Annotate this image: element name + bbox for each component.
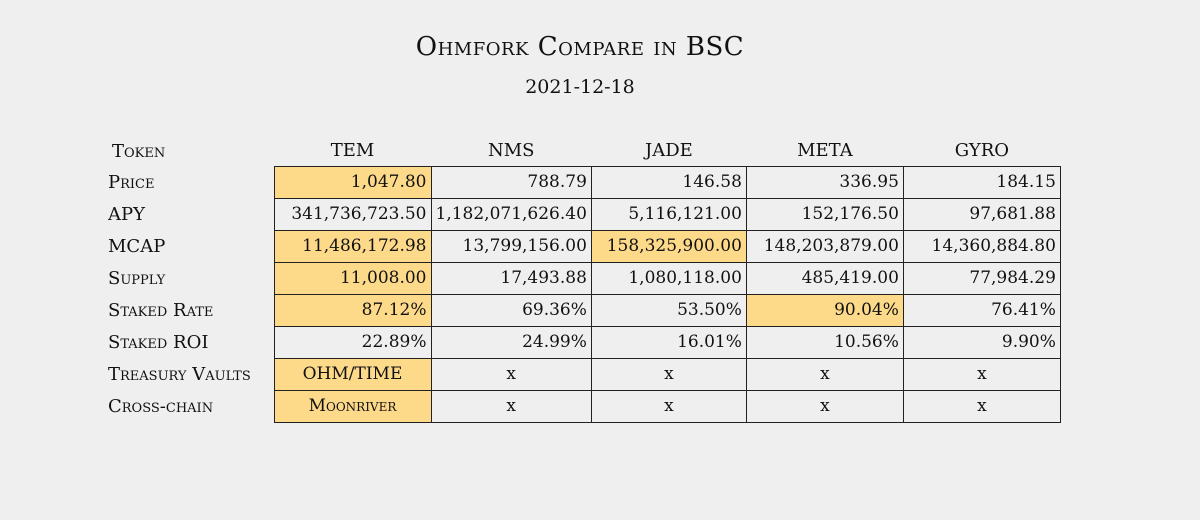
row-label: Staked ROI xyxy=(108,331,209,353)
header-row xyxy=(108,136,1060,166)
table-row xyxy=(108,390,1060,422)
row-label: Supply xyxy=(108,267,166,289)
table-cell: 788.79 xyxy=(431,166,591,198)
table-cell: 90.04% xyxy=(746,294,903,326)
table-row xyxy=(108,166,1060,198)
table-cell: 16.01% xyxy=(591,326,746,358)
row-label: Price xyxy=(108,171,155,193)
chart-date: 2021-12-18 xyxy=(525,76,635,98)
table-cell: x xyxy=(431,390,591,422)
table-cell: 148,203,879.00 xyxy=(746,230,903,262)
table-row xyxy=(108,198,1060,230)
table-cell: 11,486,172.98 xyxy=(274,230,431,262)
table-body xyxy=(108,166,1060,422)
table-cell: 14,360,884.80 xyxy=(903,230,1060,262)
table-cell: 1,047.80 xyxy=(274,166,431,198)
table-cell: 336.95 xyxy=(746,166,903,198)
table-row xyxy=(108,358,1060,390)
table-cell: 10.56% xyxy=(746,326,903,358)
column-header: TEM xyxy=(330,140,375,162)
row-label: APY xyxy=(108,203,145,225)
table-cell: 77,984.29 xyxy=(903,262,1060,294)
row-label: MCAP xyxy=(108,235,166,257)
table-cell: 485,419.00 xyxy=(746,262,903,294)
column-header: GYRO xyxy=(954,140,1010,162)
table-cell: x xyxy=(746,358,903,390)
table-row xyxy=(108,326,1060,358)
table-cell: Moonriver xyxy=(274,390,431,422)
row-label: Treasury Vaults xyxy=(108,363,251,385)
chart-title: Ohmfork Compare in BSC xyxy=(415,32,745,62)
column-header: NMS xyxy=(487,140,535,162)
table-cell: 22.89% xyxy=(274,326,431,358)
table-cell: 5,116,121.00 xyxy=(591,198,746,230)
table-cell: 53.50% xyxy=(591,294,746,326)
table-cell: x xyxy=(591,390,746,422)
column-header: JADE xyxy=(645,140,693,162)
table-cell: x xyxy=(746,390,903,422)
corner-header: Token xyxy=(112,140,166,162)
row-label: Cross-chain xyxy=(108,395,214,417)
row-label: Staked Rate xyxy=(108,299,214,321)
table-cell: 11,008.00 xyxy=(274,262,431,294)
table-cell: 158,325,900.00 xyxy=(591,230,746,262)
table-cell: 97,681.88 xyxy=(903,198,1060,230)
table-cell: 152,176.50 xyxy=(746,198,903,230)
table-cell: x xyxy=(903,358,1060,390)
table-cell: 146.58 xyxy=(591,166,746,198)
table-row xyxy=(108,230,1060,262)
table-cell: 184.15 xyxy=(903,166,1060,198)
table-cell: x xyxy=(431,358,591,390)
table-cell: 1,080,118.00 xyxy=(591,262,746,294)
table-cell: x xyxy=(591,358,746,390)
table-cell: x xyxy=(903,390,1060,422)
column-header: META xyxy=(797,140,853,162)
table-cell: OHM/TIME xyxy=(274,358,431,390)
table-row xyxy=(108,294,1060,326)
table-cell: 1,182,071,626.40 xyxy=(431,198,591,230)
table-cell: 17,493.88 xyxy=(431,262,591,294)
comparison-table xyxy=(108,136,1061,423)
table-cell: 76.41% xyxy=(903,294,1060,326)
table-cell: 69.36% xyxy=(431,294,591,326)
table-cell: 24.99% xyxy=(431,326,591,358)
table-cell: 13,799,156.00 xyxy=(431,230,591,262)
table-cell: 9.90% xyxy=(903,326,1060,358)
table-cell: 341,736,723.50 xyxy=(274,198,431,230)
table-row xyxy=(108,262,1060,294)
table-cell: 87.12% xyxy=(274,294,431,326)
